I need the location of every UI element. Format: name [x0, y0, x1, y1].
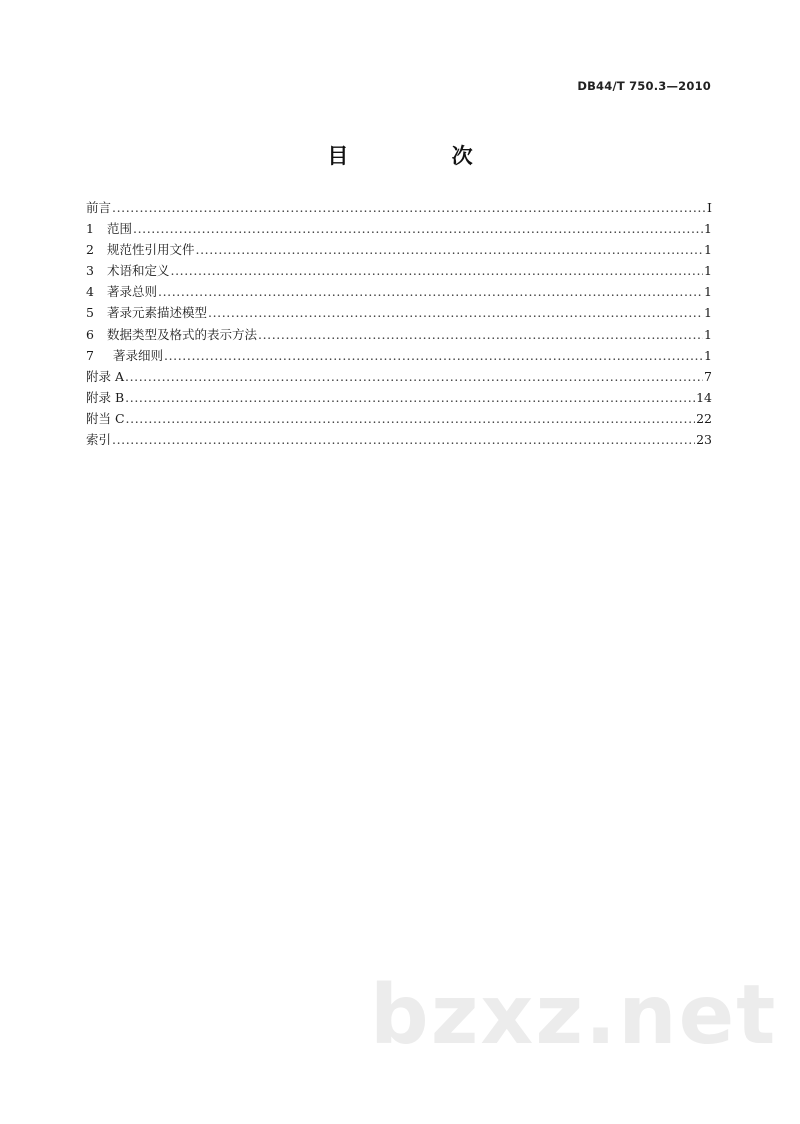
toc-entry-page: I — [707, 200, 712, 215]
toc-entry-number: 2 — [86, 242, 94, 258]
toc-entry-general-rules[interactable] — [86, 281, 712, 302]
toc-entry-page: 1 — [704, 305, 712, 321]
toc-entry-label: 范围 — [107, 221, 133, 237]
toc-dot-leader — [171, 260, 704, 281]
toc-entry-page: 1 — [704, 242, 712, 258]
toc-entry-page: 22 — [696, 410, 712, 426]
toc-entry-label: 附录 A — [86, 368, 125, 384]
toc-entry-label: 附录 B — [86, 389, 125, 405]
toc-entry-label: 前言 — [86, 200, 112, 215]
toc-entry-number: 1 — [86, 221, 94, 237]
toc-entry-terms-definitions[interactable] — [86, 260, 712, 281]
toc-entry-number: 5 — [86, 305, 94, 321]
watermark-logo: bzxz.net — [370, 968, 778, 1063]
toc-dot-leader — [196, 239, 704, 260]
toc-entry-page: 1 — [704, 263, 712, 279]
toc-entry-number: 7 — [86, 347, 94, 363]
toc-dot-leader — [133, 218, 703, 239]
toc-dot-leader — [126, 408, 696, 429]
toc-dot-leader — [258, 324, 703, 345]
toc-dot-leader — [112, 197, 706, 218]
toc-dot-leader — [125, 387, 695, 408]
document-code: DB44/T 750.3—2010 — [577, 79, 711, 93]
toc-entry-appendix-b[interactable] — [86, 387, 712, 408]
toc-entry-label: 规范性引用文件 — [107, 242, 195, 258]
toc-dot-leader — [208, 302, 703, 323]
toc-dot-leader — [164, 345, 703, 366]
toc-dot-leader — [112, 429, 695, 450]
toc-entry-element-model[interactable] — [86, 302, 712, 323]
toc-entry-data-types[interactable] — [86, 324, 712, 345]
toc-entry-number: 6 — [86, 326, 94, 342]
toc-entry-label: 著录元素描述模型 — [107, 305, 208, 321]
toc-entry-label: 著录总则 — [107, 284, 158, 300]
toc-entry-label: 索引 — [86, 432, 112, 448]
toc-entry-scope[interactable] — [86, 218, 712, 239]
toc-dot-leader — [158, 281, 703, 302]
toc-entry-label: 著录细则 — [113, 347, 164, 363]
toc-entry-normative-references[interactable] — [86, 239, 712, 260]
toc-entry-appendix-a[interactable] — [86, 366, 712, 387]
toc-entry-foreword[interactable] — [86, 197, 712, 218]
toc-entry-page: 14 — [696, 389, 712, 405]
toc-entry-label: 附当 C — [86, 410, 125, 426]
toc-entry-number: 4 — [86, 284, 94, 300]
toc-entry-page: 1 — [704, 221, 712, 237]
toc-title: 目 次 — [327, 144, 521, 168]
toc-entry-page: 1 — [704, 284, 712, 300]
toc-entry-page: 7 — [704, 368, 712, 384]
toc-entry-page: 1 — [704, 347, 712, 363]
toc-entry-label: 数据类型及格式的表示方法 — [107, 326, 258, 342]
toc-entry-page: 1 — [704, 326, 712, 342]
table-of-contents — [86, 197, 712, 450]
toc-entry-page: 23 — [696, 432, 712, 448]
toc-entry-index[interactable] — [86, 429, 712, 450]
toc-entry-appendix-c[interactable] — [86, 408, 712, 429]
toc-entry-detailed-rules[interactable] — [86, 345, 712, 366]
toc-dot-leader — [125, 366, 703, 387]
toc-entry-label: 术语和定义 — [107, 263, 170, 279]
toc-entry-number: 3 — [86, 263, 94, 279]
